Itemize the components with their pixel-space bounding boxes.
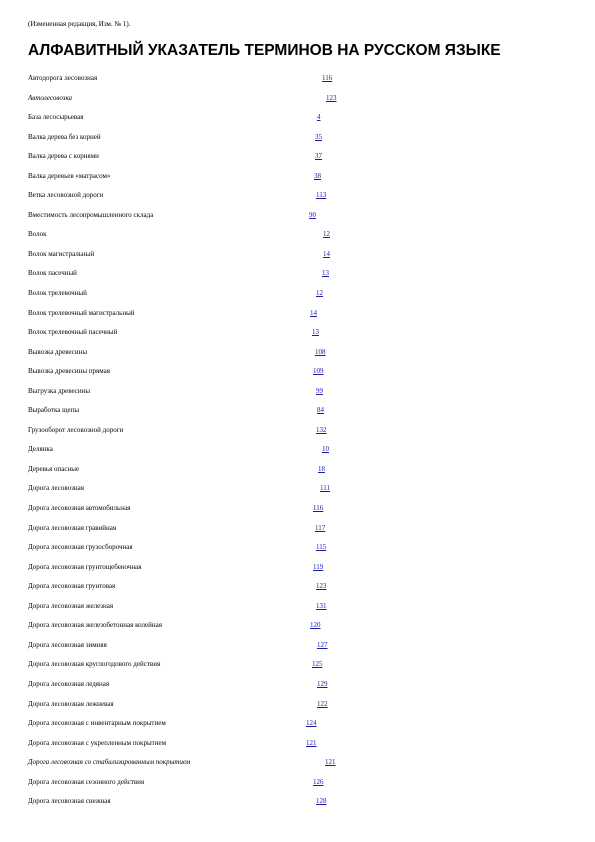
index-entry xyxy=(0,151,595,171)
index-entry xyxy=(0,308,595,328)
term-label: Валка деревьев «матрасом» xyxy=(28,171,111,180)
term-page-link[interactable]: 37 xyxy=(315,152,322,161)
index-entry xyxy=(0,718,595,738)
term-label: Деревья опасные xyxy=(28,464,80,473)
term-label: Грузооборот лесовозной дороги xyxy=(28,425,124,434)
term-label: Делянка xyxy=(28,445,53,454)
term-label: Дорога лесовозная лежневая xyxy=(28,699,114,708)
term-page-link[interactable]: 109 xyxy=(313,367,324,376)
term-page-link[interactable]: 121 xyxy=(325,758,336,767)
index-entry xyxy=(0,679,595,699)
index-entry xyxy=(0,347,595,367)
index-entry xyxy=(0,229,595,249)
term-label: Ветка лесовозной дороги xyxy=(28,191,104,200)
index-entry xyxy=(0,249,595,269)
index-entry xyxy=(0,171,595,191)
term-page-link[interactable]: 125 xyxy=(312,660,323,669)
term-page-link[interactable]: 116 xyxy=(313,504,324,513)
index-entry xyxy=(0,757,595,777)
term-page-link[interactable]: 116 xyxy=(322,74,333,82)
index-entry xyxy=(0,93,595,113)
term-page-link[interactable]: 99 xyxy=(316,386,323,395)
index-entry xyxy=(0,268,595,288)
index-entry xyxy=(0,659,595,679)
term-page-link[interactable]: 123 xyxy=(326,93,337,102)
term-page-link[interactable]: 38 xyxy=(314,171,321,180)
index-entry xyxy=(0,366,595,386)
term-label: Вывозка древесины прямая xyxy=(28,367,110,376)
term-page-link[interactable]: 113 xyxy=(316,191,327,200)
index-entry xyxy=(0,444,595,464)
index-entry xyxy=(0,327,595,347)
index-entry xyxy=(0,640,595,660)
term-page-link[interactable]: 12 xyxy=(316,289,323,298)
index-entry xyxy=(0,210,595,230)
term-page-link[interactable]: 126 xyxy=(313,777,324,786)
term-page-link[interactable]: 124 xyxy=(306,719,317,728)
term-label: База лесосырьевая xyxy=(28,113,84,122)
term-label: Волок пасечный xyxy=(28,269,77,278)
term-label: Дорога лесовозная грунтощебеночная xyxy=(28,562,142,571)
term-label: Автолесовозка xyxy=(28,93,73,102)
index-entry xyxy=(0,796,595,816)
term-label: Валка дерева без корней xyxy=(28,132,101,141)
term-label: Дорога лесовозная гравийная xyxy=(28,523,117,532)
term-page-link[interactable]: 131 xyxy=(316,601,327,610)
index-entry xyxy=(0,112,595,132)
term-label: Волок xyxy=(28,230,47,239)
term-label: Дорога лесовозная с укрепленным покрытием xyxy=(28,738,167,747)
term-label: Автодорога лесовозная xyxy=(28,74,98,82)
term-label: Дорога лесовозная грунтовая xyxy=(28,582,116,591)
index-entry xyxy=(0,523,595,543)
term-label: Валка дерева с корнями xyxy=(28,152,99,161)
index-entry xyxy=(0,503,595,523)
term-page-link[interactable]: 14 xyxy=(323,249,330,258)
index-entry xyxy=(0,542,595,562)
term-label: Вместимость лесопромышленного склада xyxy=(28,210,154,219)
term-label: Дорога лесовозная круглогодового действия xyxy=(28,660,161,669)
term-label: Дорога лесовозная xyxy=(28,484,84,493)
term-label: Выработка щепы xyxy=(28,406,80,415)
index-entry xyxy=(0,777,595,797)
term-page-link[interactable]: 128 xyxy=(316,797,327,806)
term-page-link[interactable]: 108 xyxy=(315,347,326,356)
index-entry xyxy=(0,190,595,210)
index-entry xyxy=(0,405,595,425)
term-page-link[interactable]: 115 xyxy=(316,543,327,552)
term-page-link[interactable]: 12 xyxy=(323,230,330,239)
index-entry xyxy=(0,73,595,93)
term-label: Дорога лесовозная железная xyxy=(28,601,114,610)
term-label: Дорога лесовозная железобетонная колейная xyxy=(28,621,162,630)
index-entry xyxy=(0,288,595,308)
term-label: Дорога лесовозная сезонного действия xyxy=(28,777,145,786)
term-page-link[interactable]: 13 xyxy=(312,328,319,337)
term-page-link[interactable]: 13 xyxy=(322,269,329,278)
term-page-link[interactable]: 119 xyxy=(313,562,324,571)
term-label: Волок трелевочный xyxy=(28,289,87,298)
term-page-link[interactable]: 35 xyxy=(315,132,322,141)
term-page-link[interactable]: 111 xyxy=(320,484,330,493)
term-page-link[interactable]: 84 xyxy=(317,406,324,415)
index-entry xyxy=(0,562,595,582)
index-entry xyxy=(0,620,595,640)
index-entry xyxy=(0,386,595,406)
term-page-link[interactable]: 14 xyxy=(310,308,317,317)
term-label: Волок трелевочный пасечный xyxy=(28,328,118,337)
index-entry xyxy=(0,464,595,484)
revision-note: (Измененная редакция, Изм. № 1). xyxy=(28,20,131,28)
index-entry xyxy=(0,581,595,601)
term-label: Волок трелевочный магистральный xyxy=(28,308,135,317)
term-label: Выгрузка древесины xyxy=(28,386,91,395)
index-entry xyxy=(0,425,595,445)
term-label: Дорога лесовозная с инвентарным покрытием xyxy=(28,719,166,728)
term-page-link[interactable]: 120 xyxy=(310,621,321,630)
term-page-link[interactable]: 132 xyxy=(316,425,327,434)
term-page-link[interactable]: 121 xyxy=(306,738,317,747)
term-page-link[interactable]: 10 xyxy=(322,445,329,454)
index-entry xyxy=(0,132,595,152)
term-label: Дорога лесовозная автомобильная xyxy=(28,504,131,513)
term-page-link[interactable]: 117 xyxy=(315,523,326,532)
index-entry xyxy=(0,483,595,503)
term-page-link[interactable]: 4 xyxy=(317,113,321,122)
index-entry xyxy=(0,601,595,621)
term-page-link[interactable]: 123 xyxy=(316,582,327,591)
index-entry xyxy=(0,738,595,758)
term-index-list xyxy=(0,73,595,816)
term-page-link[interactable]: 127 xyxy=(317,640,328,649)
term-label: Дорога лесовозная ледяная xyxy=(28,679,110,688)
term-label: Дорога лесовозная грузосборочная xyxy=(28,543,133,552)
term-page-link[interactable]: 18 xyxy=(318,464,325,473)
term-label: Дорога лесовозная со стабилизированным покрытием xyxy=(28,758,191,767)
term-label: Вывозка древесины xyxy=(28,347,88,356)
index-entry xyxy=(0,699,595,719)
term-page-link[interactable]: 90 xyxy=(309,210,316,219)
term-label: Дорога лесовозная зимняя xyxy=(28,640,107,649)
term-label: Дорога лесовозная снежная xyxy=(28,797,111,806)
term-page-link[interactable]: 122 xyxy=(317,699,328,708)
term-label: Волок магистральный xyxy=(28,249,95,258)
page-title: АЛФАВИТНЫЙ УКАЗАТЕЛЬ ТЕРМИНОВ НА РУССКОМ ЯЗЫКЕ xyxy=(28,42,501,59)
term-page-link[interactable]: 129 xyxy=(317,679,328,688)
